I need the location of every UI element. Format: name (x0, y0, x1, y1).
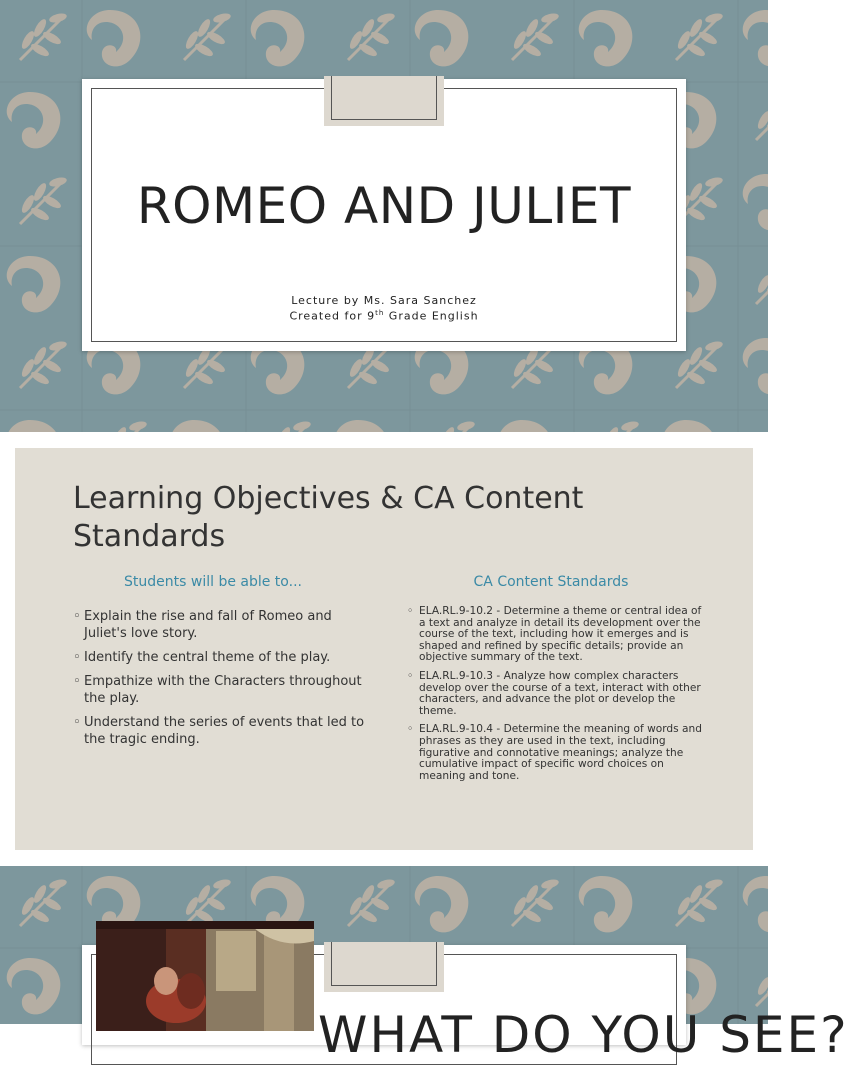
title-card (82, 79, 686, 351)
standards-list (419, 606, 709, 789)
painting-image (96, 921, 314, 1031)
slide-title: ROMEO AND JULIET (136, 177, 632, 235)
students-header: Students will be able to... (124, 574, 302, 590)
list-item: ◦ ELA.RL.9-10.4 - Determine the meaning of words and phrases as they are used in the text, including figurative and connotative meanings; analyze the cumulative impact of specific word choices on meaning and tone. (419, 724, 709, 782)
what-do-you-see-slide (0, 866, 849, 1064)
slide3-title: WHAT DO YOU SEE? (318, 1006, 849, 1064)
list-item: ◦ Explain the rise and fall of Romeo and Juliet's love story. (84, 608, 374, 642)
slide-subtitle (82, 295, 686, 323)
objectives-heading: Learning Objectives & CA Content Standards (73, 481, 584, 554)
objectives-slide (15, 448, 753, 850)
card-tab (324, 76, 444, 126)
objectives-list (84, 608, 374, 755)
list-item: ◦ Empathize with the Characters throughout the play. (84, 673, 374, 707)
title-slide (0, 0, 768, 432)
list-item: ◦ ELA.RL.9-10.2 - Determine a theme or central idea of a text and analyze in detail its development over the course of the text, including how it emerges and is shaped and refined by specific details; provide an objective summary of the text. (419, 606, 709, 664)
list-item: ◦ Understand the series of events that led to the tragic ending. (84, 714, 374, 748)
standards-header: CA Content Standards (473, 574, 629, 590)
subtitle-course: Created for 9th Grade English (289, 309, 479, 323)
list-item: ◦ Identify the central theme of the play. (84, 649, 374, 666)
subtitle-lecturer: Lecture by Ms. Sara Sanchez (291, 294, 477, 307)
list-item: ◦ ELA.RL.9-10.3 - Analyze how complex characters develop over the course of a text, interact with other characters, and advance the plot or develop the theme. (419, 671, 709, 717)
card-tab (324, 942, 444, 992)
